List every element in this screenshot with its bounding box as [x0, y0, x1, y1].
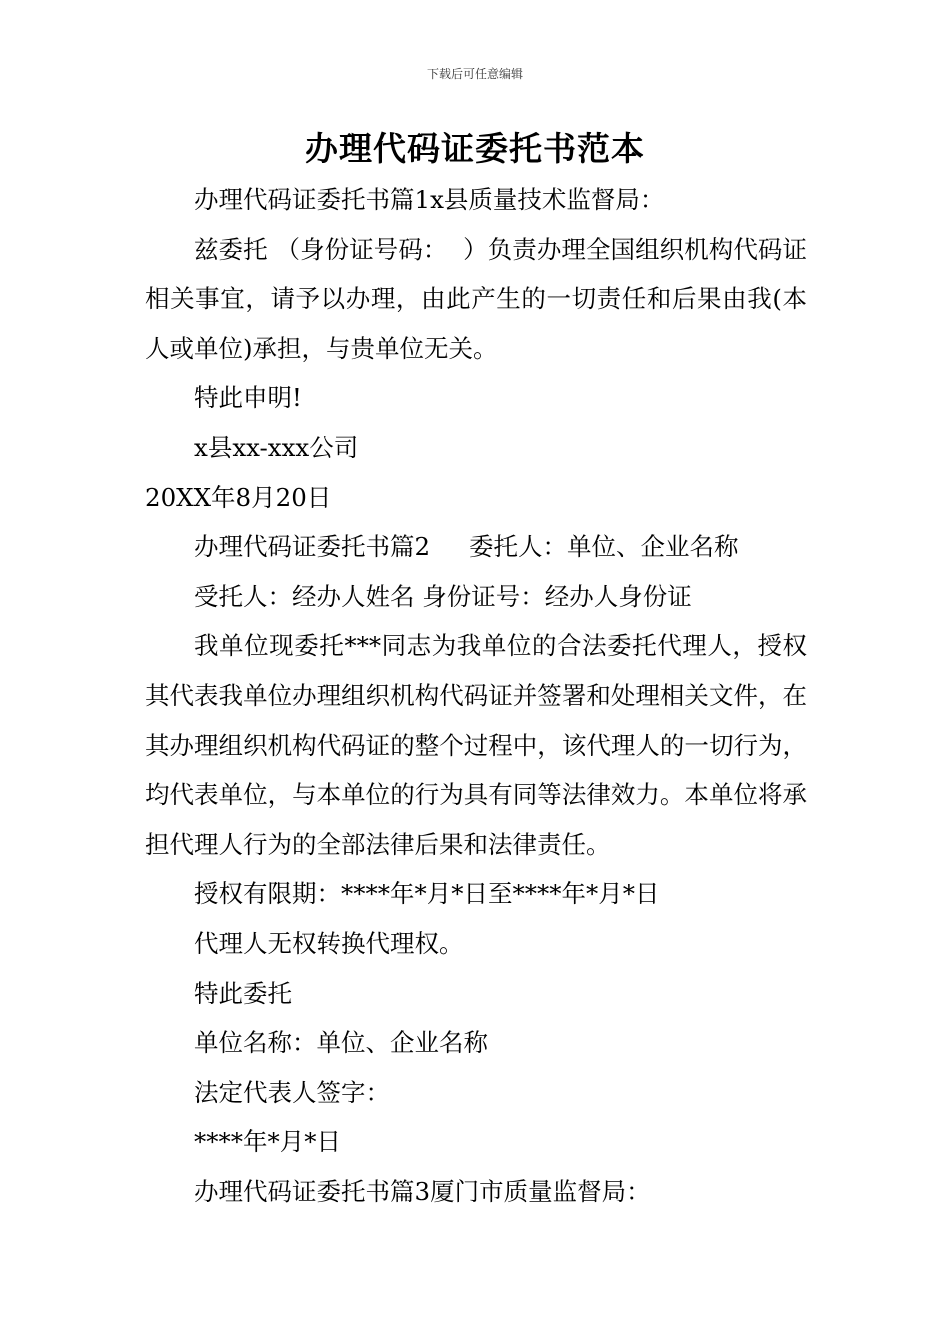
paragraph-4: x县xx-xxx公司: [194, 432, 359, 462]
paragraph-2: 兹委托 （身份证号码： ）负责办理全国组织机构代码证相关事宜，请予以办理，由此产生的一切责任和后果由我(本人或单位)承担，与贵单位无关。: [145, 234, 807, 363]
paragraph-14: ****年*月*日: [194, 1127, 341, 1157]
paragraph-12: 单位名称：单位、企业名称: [194, 1028, 488, 1058]
paragraph-7: 受托人：经办人姓名 身份证号：经办人身份证: [194, 581, 692, 611]
paragraph-9: 授权有限期：****年*月*日至****年*月*日: [194, 879, 660, 909]
header-note: 下载后可任意编辑: [426, 67, 523, 81]
paragraph-15: 办理代码证委托书篇3厦门市质量监督局：: [194, 1176, 651, 1206]
paragraph-10: 代理人无权转换代理权。: [194, 928, 464, 958]
paragraph-13: 法定代表人签字：: [194, 1077, 390, 1107]
document-body: [145, 175, 807, 1216]
paragraph-6: 办理代码证委托书篇2 委托人：单位、企业名称: [194, 532, 739, 562]
paragraph-1: 办理代码证委托书篇1x县质量技术监督局：: [194, 185, 665, 214]
document-title: 办理代码证委托书范本: [305, 129, 645, 168]
paragraph-5: 20XX年8月20日: [145, 482, 332, 512]
paragraph-11: 特此委托: [194, 978, 292, 1008]
paragraph-3: 特此申明!: [194, 383, 302, 413]
paragraph-8: 我单位现委托***同志为我单位的合法委托代理人，授权其代表我单位办理组织机构代码证并签署和处理相关文件，在其办理组织机构代码证的整个过程中，该代理人的一切行为，均代表单位，与本单位的行为具有同等法律效力。本单位将承担代理人行为的全部法律后果和法律责任。: [145, 631, 807, 859]
